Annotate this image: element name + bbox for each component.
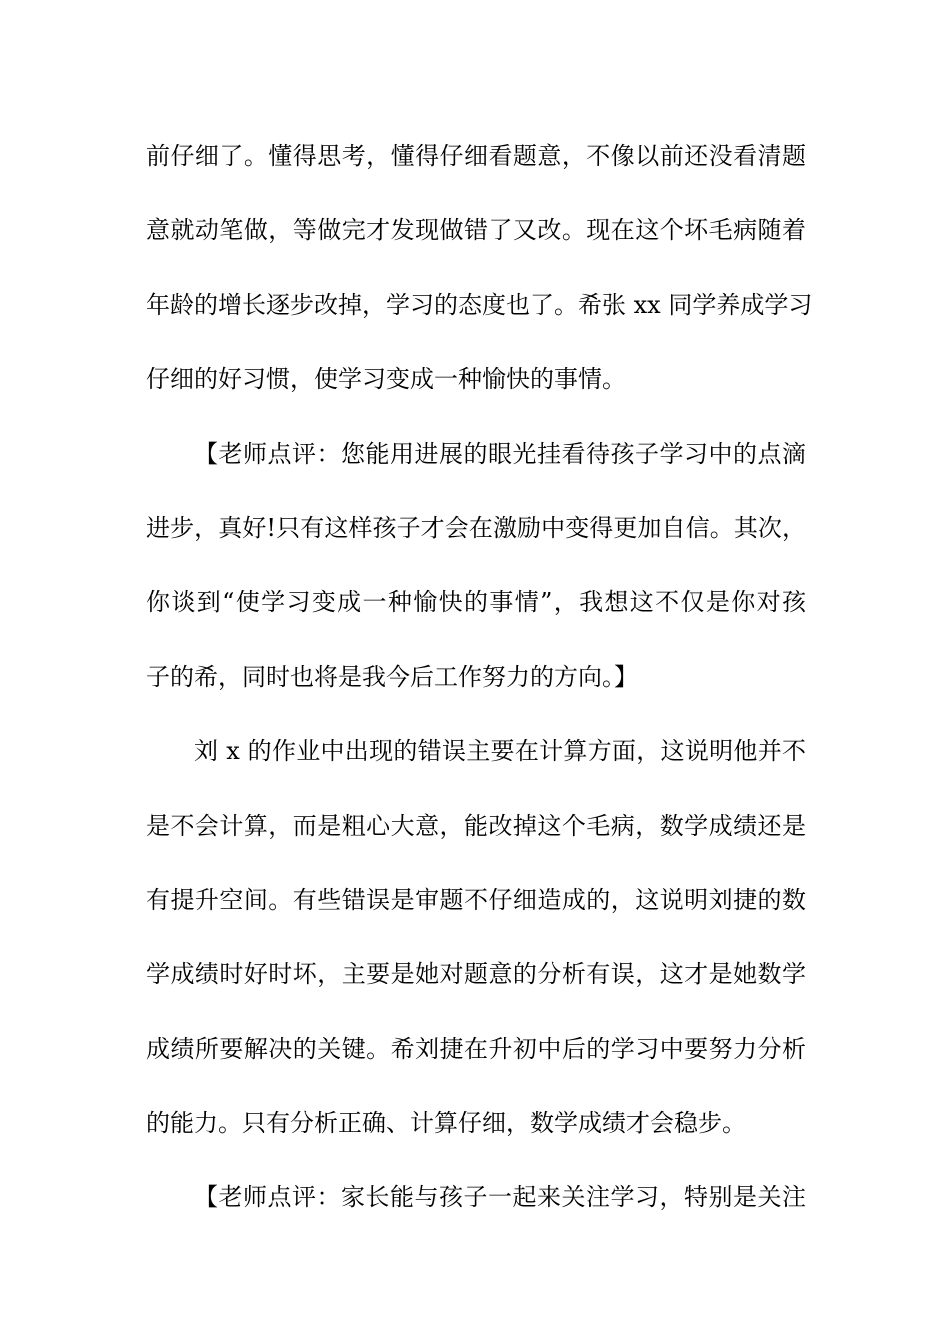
paragraph-p4-teacher-comment [146,1160,806,1234]
text-line: 前仔细了。懂得思考，懂得仔细看题意，不像以前还没看清题 [146,142,806,170]
text-line: 意就动笔做，等做完才发现做错了又改。现在这个坏毛病随着 [146,216,806,245]
text-line: 子的希，同时也将是我今后工作努力的方向。】 [146,662,638,691]
paragraph-p2-teacher-comment [146,417,806,715]
text-line: 成绩所要解决的关键。希刘捷在升初中后的学习中要努力分析 [146,1034,806,1063]
text-line: 你谈到“使学习变成一种愉快的事情”，我想这不仅是你对孩 [146,588,806,617]
text-line: 刘 x 的作业中出现的错误主要在计算方面，这说明他并不 [194,737,806,766]
text-line: 进步，真好!只有这样孩子才会在激励中变得更加自信。其次， [146,513,806,542]
paragraph-p3 [146,714,806,1160]
text-line: 的能力。只有分析正确、计算仔细，数学成绩才会稳步。 [146,1109,746,1138]
text-line: 仔细的好习惯，使学习变成一种愉快的事情。 [146,365,626,394]
text-line: 年龄的增长逐步改掉，学习的态度也了。希张 xx 同学养成学习 [146,290,813,319]
text-line: 【老师点评：家长能与孩子一起来关注学习，特别是关注 [194,1183,806,1212]
text-line: 【老师点评：您能用进展的眼光挂看待孩子学习中的点滴 [194,439,806,468]
text-line: 有提升空间。有些错误是审题不仔细造成的，这说明刘捷的数 [146,885,806,914]
paragraph-p1 [146,119,813,417]
text-line: 学成绩时好时坏，主要是她对题意的分析有误，这才是她数学 [146,960,806,989]
text-line: 是不会计算，而是粗心大意，能改掉这个毛病，数学成绩还是 [146,811,806,840]
document-body [146,119,813,1235]
